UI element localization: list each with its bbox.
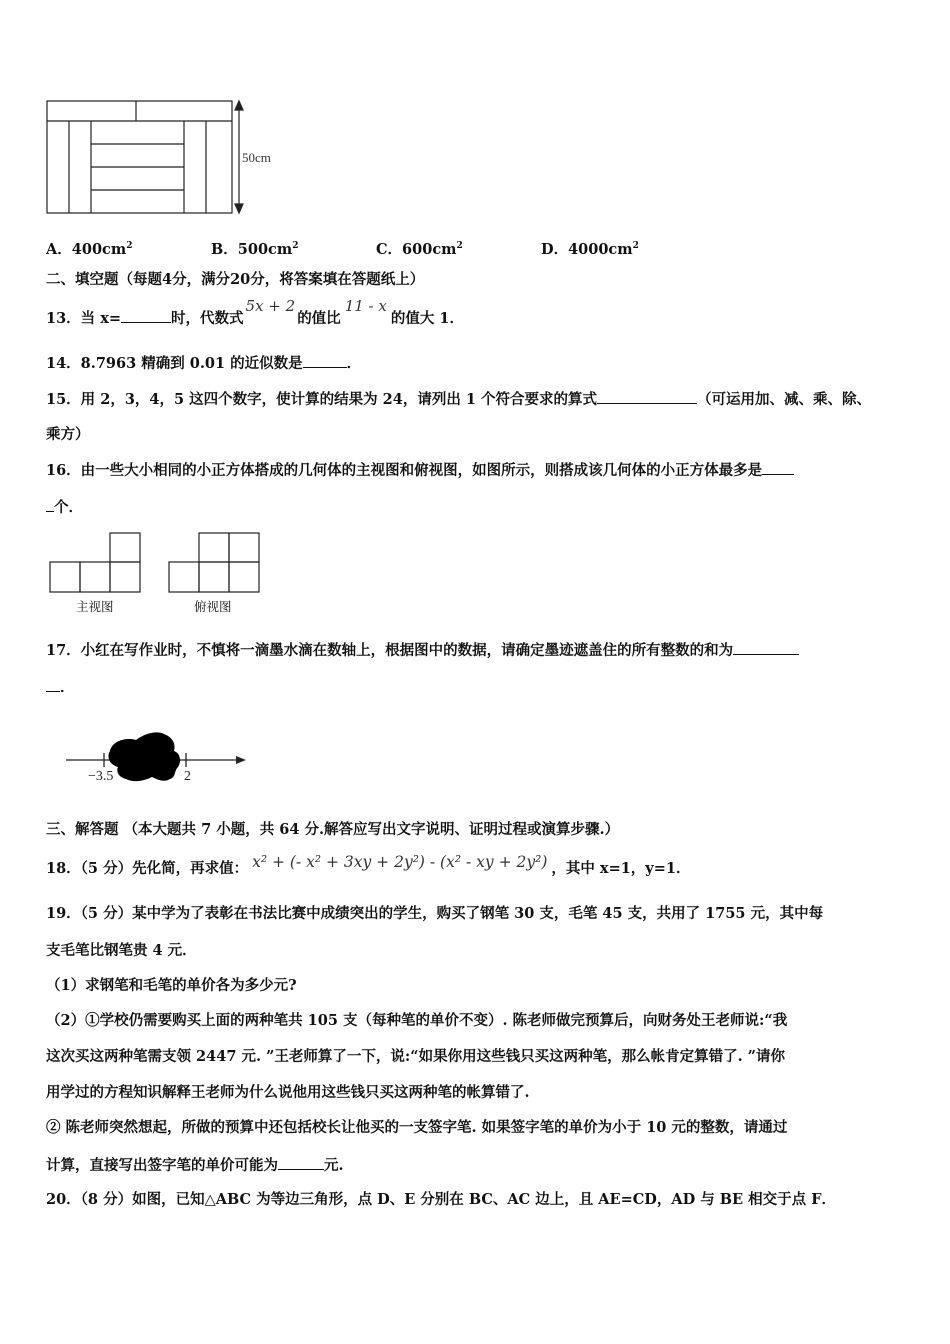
question-17-cont: ． xyxy=(46,677,75,698)
section-2-title: 二、填空题（每题4分，满分20分，将答案填在答题纸上） xyxy=(46,271,425,288)
question-18: 18．（5 分）先化简，再求值： x² + (- x² + 3xy + 2y²) - (x² - xy + 2y²) ，其中 x=1，y=1． xyxy=(46,853,691,877)
figure-outline xyxy=(47,101,232,213)
answer-blank-15[interactable] xyxy=(597,389,697,404)
question-19-cont: 支毛笔比钢笔贵 4 元． xyxy=(46,942,197,959)
option-c[interactable]: C．$600cm^2$ xyxy=(376,240,463,258)
rectangle-figure xyxy=(44,96,284,220)
answer-blank-16b[interactable] xyxy=(46,497,54,512)
question-20: 20．（8 分）如图，已知△ABC 为等边三角形，点 D、E 分别在 BC、AC 边上，且 AE=CD，AD 与 BE 相交于点 F． xyxy=(46,1191,836,1208)
question-15-cont: 乘方） xyxy=(46,426,90,443)
question-19-sub2-line2: 这次买这两种笔需支领 2447 元. ”王老师算了一下，说:“如果你用这些钱只买这两种笔，那么帐肯定算错了. ”请你 xyxy=(46,1048,786,1065)
ink-blot xyxy=(108,732,180,781)
question-19-sub2-line3: 用学过的方程知识解释王老师为什么说他用这些钱只买这两种笔的帐算错了. xyxy=(46,1084,530,1101)
question-19-sub2-line1: （2）①学校仍需要购买上面的两种笔共 105 支（每种笔的单价不变）. 陈老师做完预算后，向财务处王老师说:“我 xyxy=(46,1012,788,1029)
question-16: 16．由一些大小相同的小正方体搭成的几何体的主视图和俯视图，如图所示，则搭成该几何体的小正方体最多是 xyxy=(46,460,794,481)
question-19: 19．（5 分）某中学为了表彰在书法比赛中成绩突出的学生，购买了钢笔 30 支，毛笔 45 支，共用了 1755 元，其中每 xyxy=(46,905,824,922)
section-3-title: 三、解答题 （本大题共 7 小题，共 64 分.解答应写出文字说明、证明过程或演算步骤.） xyxy=(46,821,620,838)
top-view-figure xyxy=(167,532,263,594)
front-view-caption: 主视图 xyxy=(76,599,114,614)
question-16-cont: 个． xyxy=(46,497,83,518)
dimension-label: 50cm xyxy=(242,150,271,165)
question-15: 15．用 2，3，4，5 这四个数字，使计算的结果为 24，请列出 1 个符合要求的算式 （可运用加、减、乘、除、 xyxy=(46,391,872,408)
answer-blank-17a[interactable] xyxy=(733,640,799,655)
option-b[interactable]: B．$500cm^2$ xyxy=(211,240,299,258)
answer-blank-16a[interactable] xyxy=(762,460,794,475)
front-view-figure xyxy=(48,532,144,594)
question-13: 13．当 x= 时，代数式5x + 2的值比11 - x的值大 1． xyxy=(46,297,464,327)
question-19-sub3-line1: ② 陈老师突然想起，所做的预算中还包括校长让他买的一支签字笔. 如果签字笔的单价为小于 10 元的整数，请通过 xyxy=(46,1119,788,1136)
option-d[interactable]: D．$4000cm^2$ xyxy=(541,240,639,258)
expression-2: 11 - x xyxy=(344,297,387,315)
label-right: 2 xyxy=(184,769,191,784)
answer-blank-19[interactable] xyxy=(278,1155,324,1170)
top-view-caption: 俯视图 xyxy=(194,599,232,614)
question-17: 17．小红在写作业时，不慎将一滴墨水滴在数轴上，根据图中的数据，请确定墨迹遮盖住的所有整数的和为 xyxy=(46,640,799,661)
option-a[interactable]: A．$400cm^2$ xyxy=(46,240,133,258)
expression-1: 5x + 2 xyxy=(245,297,296,315)
question-14: 14．8.7963 精确到 0.01 的近似数是 ． xyxy=(46,355,362,372)
answer-blank-13[interactable] xyxy=(121,308,171,323)
number-line-arrow xyxy=(236,756,246,764)
number-line-figure xyxy=(60,725,250,785)
expression-18: x² + (- x² + 3xy + 2y²) - (x² - xy + 2y²) xyxy=(252,853,548,871)
question-19-sub3-line2: 计算，直接写出签字笔的单价可能为 元. xyxy=(46,1157,344,1174)
question-19-sub1: （1）求钢笔和毛笔的单价各为多少元? xyxy=(46,977,297,994)
label-left: −3.5 xyxy=(88,769,114,784)
answer-blank-17b[interactable] xyxy=(46,677,60,692)
answer-blank-14[interactable] xyxy=(303,353,347,368)
